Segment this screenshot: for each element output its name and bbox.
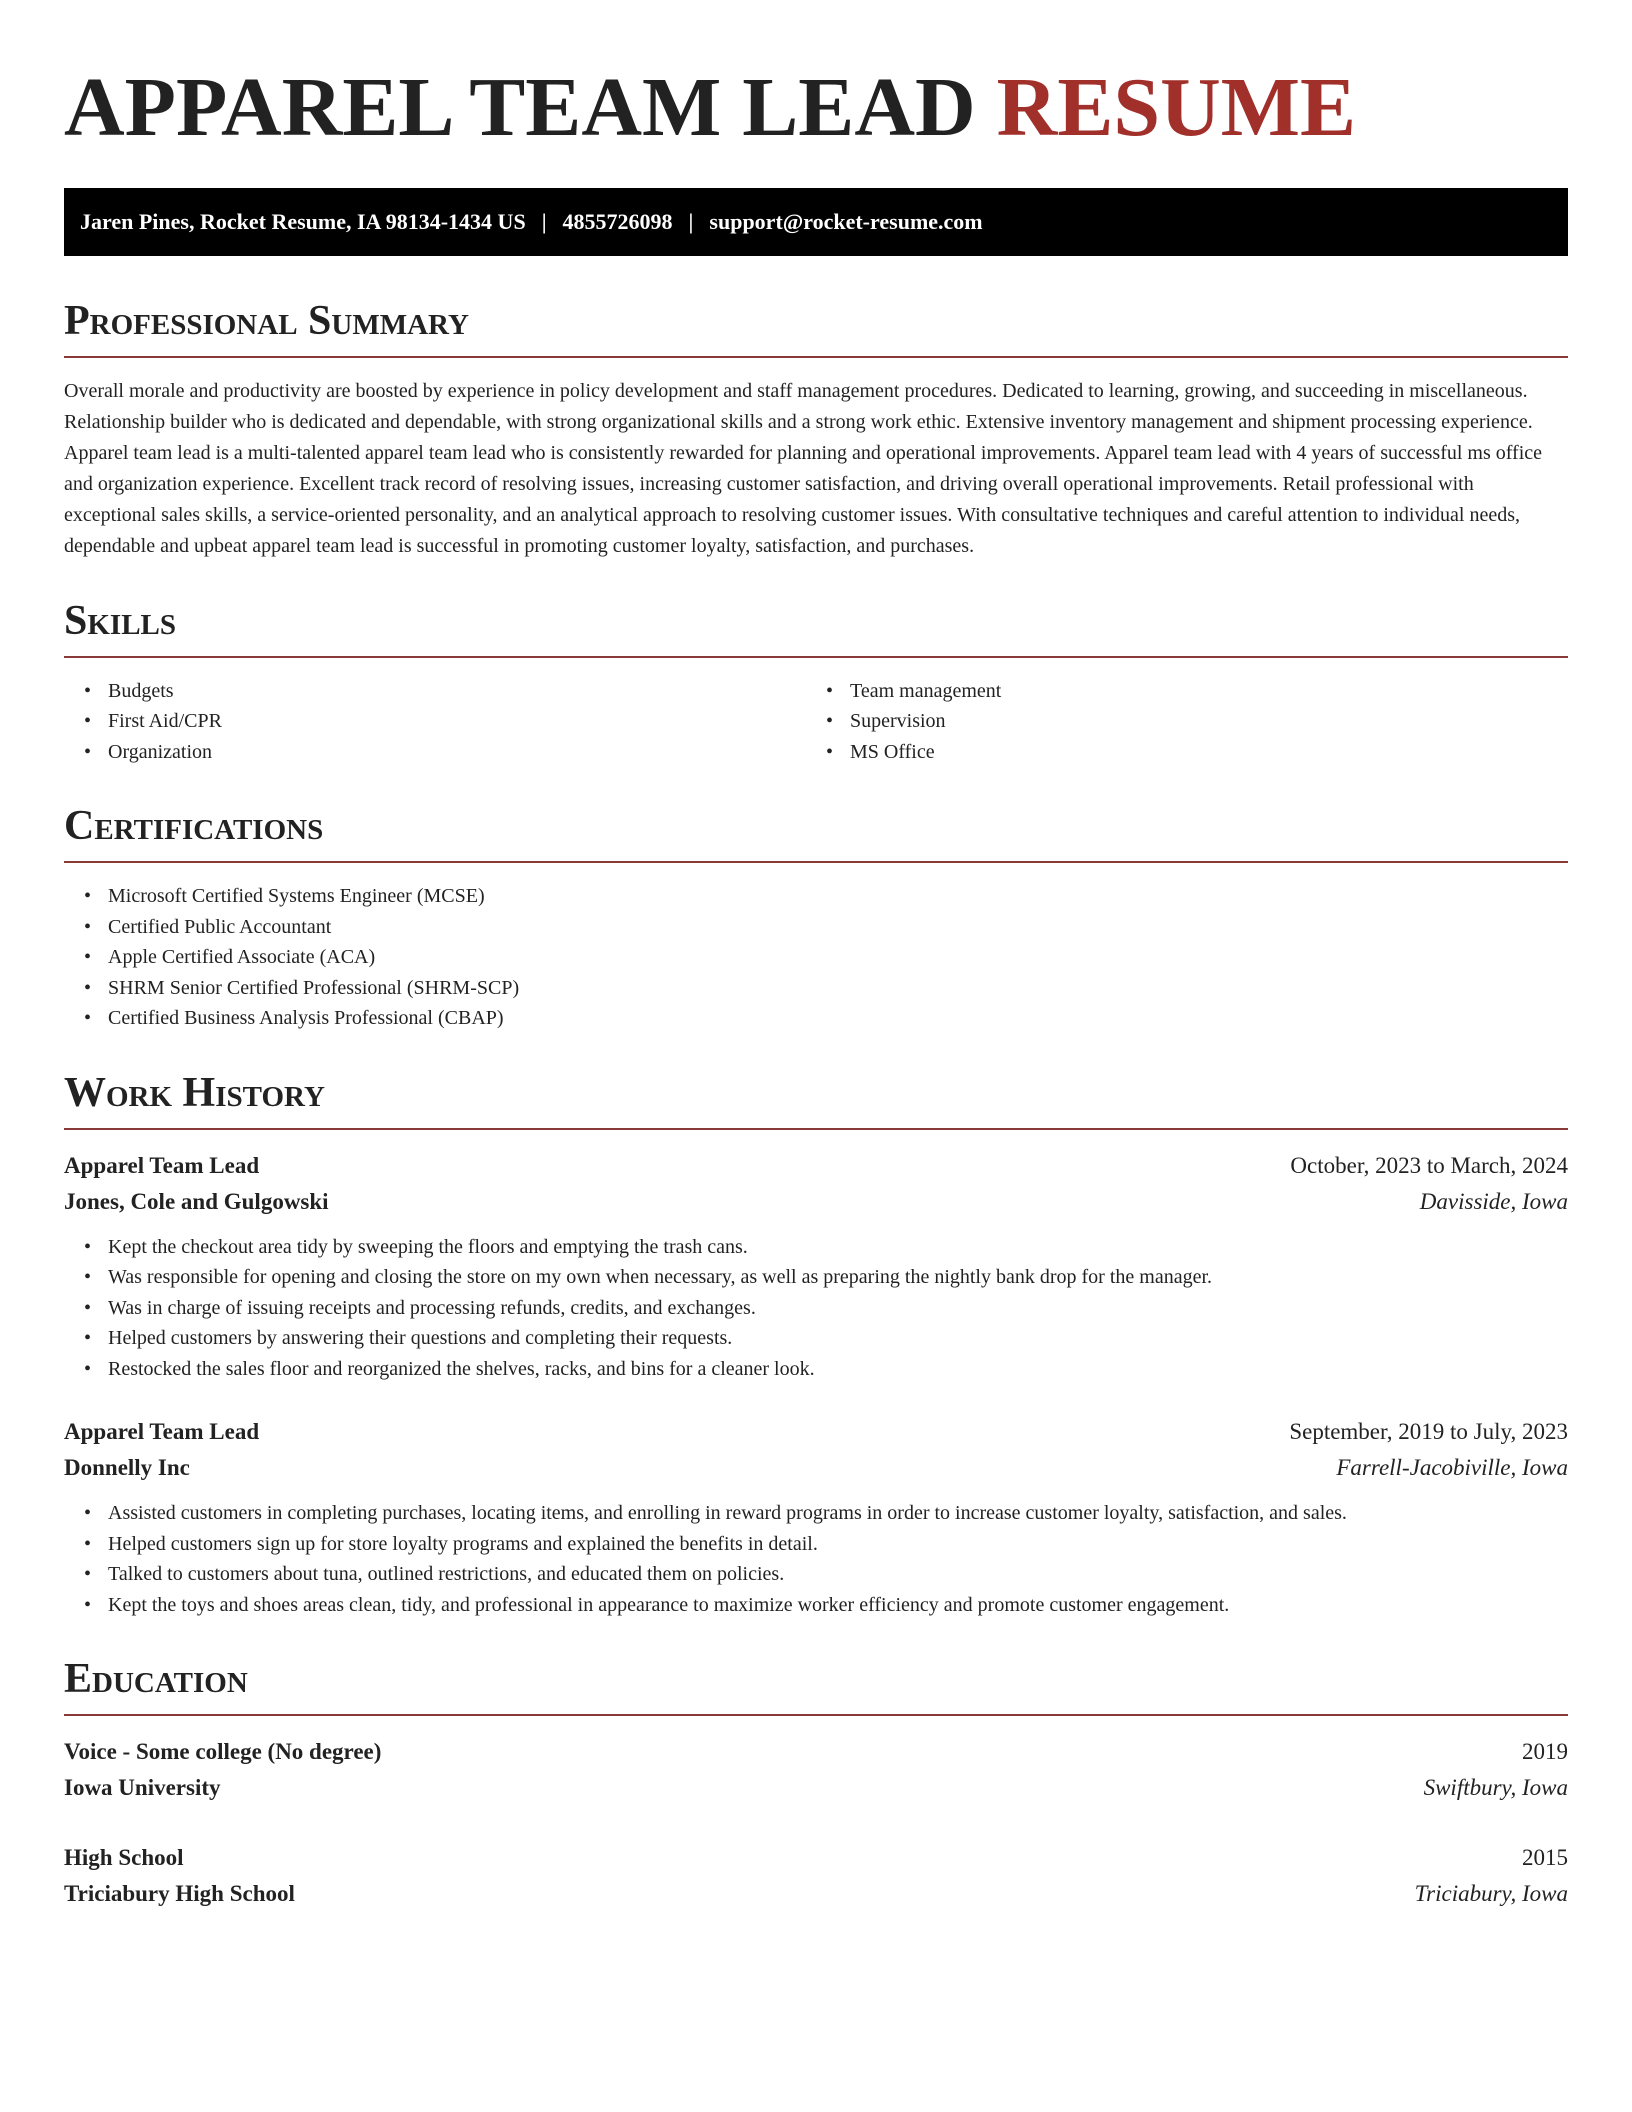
education-degree: Voice - Some college (No degree) xyxy=(64,1739,382,1765)
education-entry xyxy=(64,1840,1568,1912)
education-location: Swiftbury, Iowa xyxy=(1423,1775,1568,1801)
job-title: Apparel Team Lead xyxy=(64,1419,260,1445)
skill-item: • Organization xyxy=(108,737,826,768)
title-main: APPAREL TEAM LEAD xyxy=(64,61,976,154)
job-duty-item: • Talked to customers about tuna, outlined restrictions, and educated them on policies. xyxy=(108,1559,1568,1590)
contact-address: Jaren Pines, Rocket Resume, IA 98134-1434 US xyxy=(80,208,526,234)
job-duty-item: • Assisted customers in completing purchases, locating items, and enrolling in reward programs in order to increase customer loyalty, satisfaction, and sales. xyxy=(108,1498,1568,1529)
certifications-list xyxy=(64,881,1568,1034)
certifications-section xyxy=(64,805,1568,1034)
work-history-heading: Work History xyxy=(64,1072,1568,1130)
education-school: Triciabury High School xyxy=(64,1881,295,1907)
contact-separator: | xyxy=(541,208,547,234)
summary-section xyxy=(64,297,1568,562)
certification-item: • Certified Public Accountant xyxy=(108,912,1568,943)
education-degree-row xyxy=(64,1840,1568,1876)
contact-phone: 4855726098 xyxy=(562,208,673,234)
skills-list-left xyxy=(64,676,826,768)
job-dates: September, 2019 to July, 2023 xyxy=(1289,1419,1568,1445)
job-location: Davisside, Iowa xyxy=(1419,1188,1568,1214)
work-history-section xyxy=(64,1069,1568,1621)
education-school-row xyxy=(64,1770,1568,1806)
job-duty-item: • Helped customers sign up for store loyalty programs and explained the benefits in detail. xyxy=(108,1529,1568,1560)
job-duty-item: • Was responsible for opening and closing the store on my own when necessary, as well as preparing the nightly bank drop for the manager. xyxy=(108,1262,1568,1293)
resume-title xyxy=(64,58,1568,159)
education-degree: High School xyxy=(64,1845,184,1871)
education-entry xyxy=(64,1734,1568,1806)
title-accent: RESUME xyxy=(996,61,1357,154)
job-duty-item: • Restocked the sales floor and reorganized the shelves, racks, and bins for a cleaner look. xyxy=(108,1354,1568,1385)
certifications-heading: Certifications xyxy=(64,805,1568,863)
job-location: Farrell-Jacobiville, Iowa xyxy=(1336,1455,1568,1481)
skill-item: • Supervision xyxy=(850,706,1568,737)
skills-list-right xyxy=(826,676,1568,768)
job-duty-item: • Kept the checkout area tidy by sweeping the floors and emptying the trash cans. xyxy=(108,1232,1568,1263)
education-heading: Education xyxy=(64,1658,1568,1716)
job-duty-item: • Was in charge of issuing receipts and processing refunds, credits, and exchanges. xyxy=(108,1293,1568,1324)
job-company-row xyxy=(64,1450,1568,1486)
job-company: Donnelly Inc xyxy=(64,1455,190,1481)
contact-separator: | xyxy=(688,208,694,234)
skills-heading: Skills xyxy=(64,600,1568,658)
job-entry xyxy=(64,1148,1568,1385)
education-section xyxy=(64,1658,1568,1912)
summary-text: Overall morale and productivity are boosted by experience in policy development and staff management procedures. Dedicated to learning, growing, and succeeding in miscellaneous. Relationship builder who is dedicated and dependable, with strong organizational skills and a strong work ethic. Extensive inventory management and shipment processing experience. Apparel team lead is a multi-talented apparel team lead who is consistently rewarded for planning and operational improvements. Apparel team lead with 4 years of successful ms office and organization experience. Excellent track record of resolving issues, increasing customer satisfaction, and driving overall operational improvements. Retail professional with exceptional sales skills, a service-oriented personality, and an analytical approach to resolving customer issues. With consultative techniques and careful attention to individual needs, dependable and upbeat apparel team lead is successful in promoting customer loyalty, satisfaction, and purchases. xyxy=(64,379,1543,557)
certification-item: • Microsoft Certified Systems Engineer (MCSE) xyxy=(108,881,1568,912)
job-header-row xyxy=(64,1414,1568,1450)
skill-item: • Budgets xyxy=(108,676,826,707)
skills-section xyxy=(64,597,1568,768)
skill-item: • First Aid/CPR xyxy=(108,706,826,737)
job-entry xyxy=(64,1414,1568,1620)
education-degree-row xyxy=(64,1734,1568,1770)
certification-item: • SHRM Senior Certified Professional (SHRM-SCP) xyxy=(108,973,1568,1004)
job-duties-list xyxy=(64,1232,1568,1385)
certification-item: • Certified Business Analysis Professional (CBAP) xyxy=(108,1003,1568,1034)
job-duty-item: • Helped customers by answering their questions and completing their requests. xyxy=(108,1323,1568,1354)
job-duty-item: • Kept the toys and shoes areas clean, tidy, and professional in appearance to maximize worker efficiency and promote customer engagement. xyxy=(108,1590,1568,1621)
job-dates: October, 2023 to March, 2024 xyxy=(1290,1152,1568,1178)
certification-item: • Apple Certified Associate (ACA) xyxy=(108,942,1568,973)
skill-item: • MS Office xyxy=(850,737,1568,768)
job-company: Jones, Cole and Gulgowski xyxy=(64,1188,329,1214)
job-company-row xyxy=(64,1184,1568,1220)
education-year: 2019 xyxy=(1522,1739,1568,1765)
contact-bar xyxy=(64,188,1568,256)
summary-heading: Professional Summary xyxy=(64,300,1568,358)
job-duties-list xyxy=(64,1498,1568,1620)
skill-item: • Team management xyxy=(850,676,1568,707)
resume-page xyxy=(64,0,1568,1912)
contact-email: support@rocket-resume.com xyxy=(709,208,983,234)
job-title: Apparel Team Lead xyxy=(64,1152,260,1178)
education-school-row xyxy=(64,1876,1568,1912)
education-location: Triciabury, Iowa xyxy=(1414,1881,1568,1907)
job-header-row xyxy=(64,1148,1568,1184)
skills-columns xyxy=(64,658,1568,768)
education-school: Iowa University xyxy=(64,1775,221,1801)
education-year: 2015 xyxy=(1522,1845,1568,1871)
